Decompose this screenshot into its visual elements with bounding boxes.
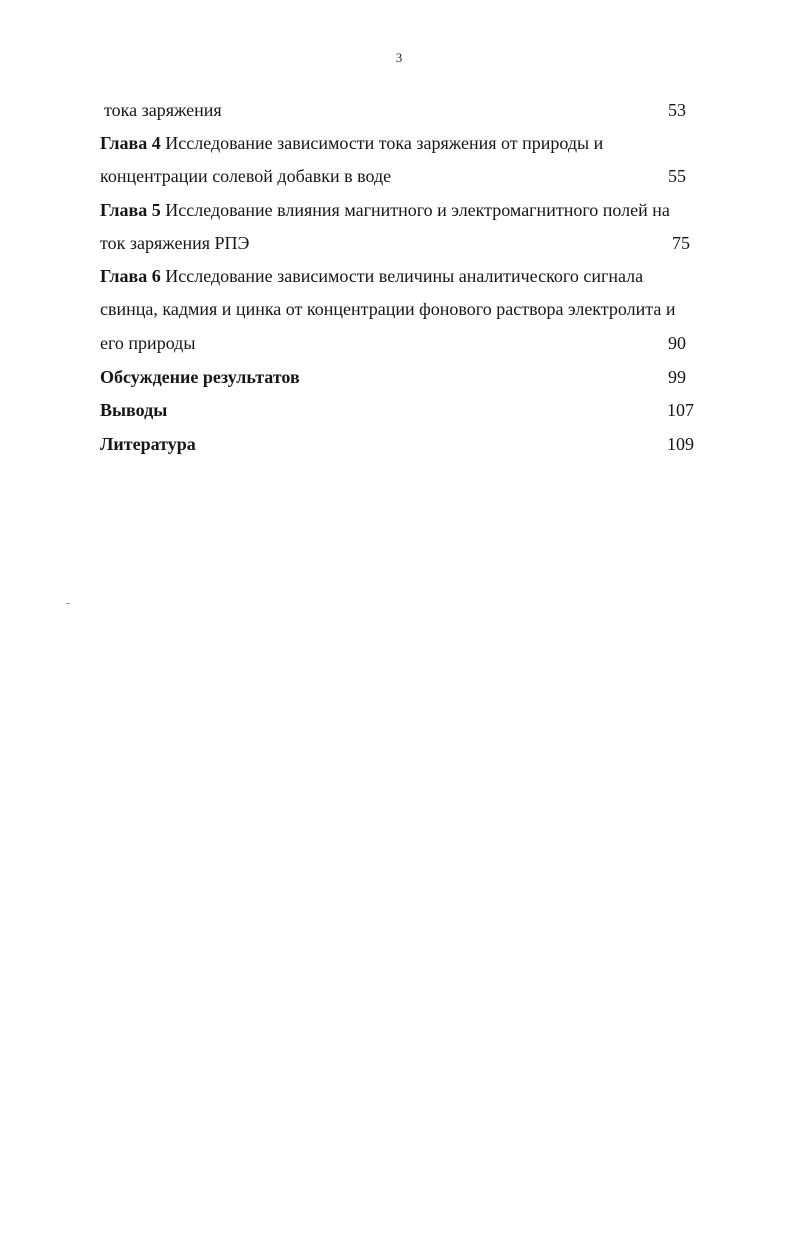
toc-entry-chapter4-line1 [100,131,696,155]
toc-entry-page: 55 [668,166,686,186]
toc-entry-literature [100,432,696,456]
toc-entry-discussion [100,365,696,389]
chapter-title-cont: свинца, кадмия и цинка от концентрации фонового раствора электролита и [100,299,676,319]
toc-entry-page: 75 [672,233,690,253]
chapter-title: Исследование влияния магнитного и электромагнитного полей на [160,200,670,220]
chapter-title: Исследование зависимости величины аналитического сигнала [160,266,644,286]
toc-entry-text [100,264,643,288]
chapter-label: Глава 6 [100,266,161,286]
toc-entry-text: Выводы [100,400,168,420]
chapter-label: Глава 4 [100,133,161,153]
toc-entry-chapter5-line2 [100,231,696,255]
toc-entry-chapter6-line3 [100,331,696,355]
toc-entry-charging-current [100,98,696,122]
chapter-title-cont: ток заряжения РПЭ [100,233,250,253]
toc-entry-page: 99 [668,367,686,387]
chapter-title: Исследование зависимости тока заряжения от природы и [160,133,604,153]
toc-entry-chapter6-line1 [100,264,696,288]
toc-entry-conclusions [100,398,696,422]
toc-entry-text: Литература [100,434,196,454]
toc-entry-page: 90 [668,333,686,353]
toc-entry-chapter4-line2 [100,164,696,188]
toc-entry-page: 53 [668,100,686,120]
toc-entry-page: 109 [667,434,694,454]
chapter-label: Глава 5 [100,200,161,220]
toc-entry-text [100,131,603,155]
scan-speck [66,603,70,604]
chapter-title-cont: его природы [100,333,196,353]
toc-entry-chapter5-line1 [100,198,696,222]
toc-entry-chapter6-line2 [100,297,696,321]
toc-entry-page: 107 [667,400,694,420]
toc-entry-text: тока заряжения [104,100,222,120]
toc-entry-text [100,198,670,222]
toc-entry-text: Обсуждение результатов [100,367,300,387]
chapter-title-cont: концентрации солевой добавки в воде [100,166,392,186]
page-number: 3 [395,50,403,65]
